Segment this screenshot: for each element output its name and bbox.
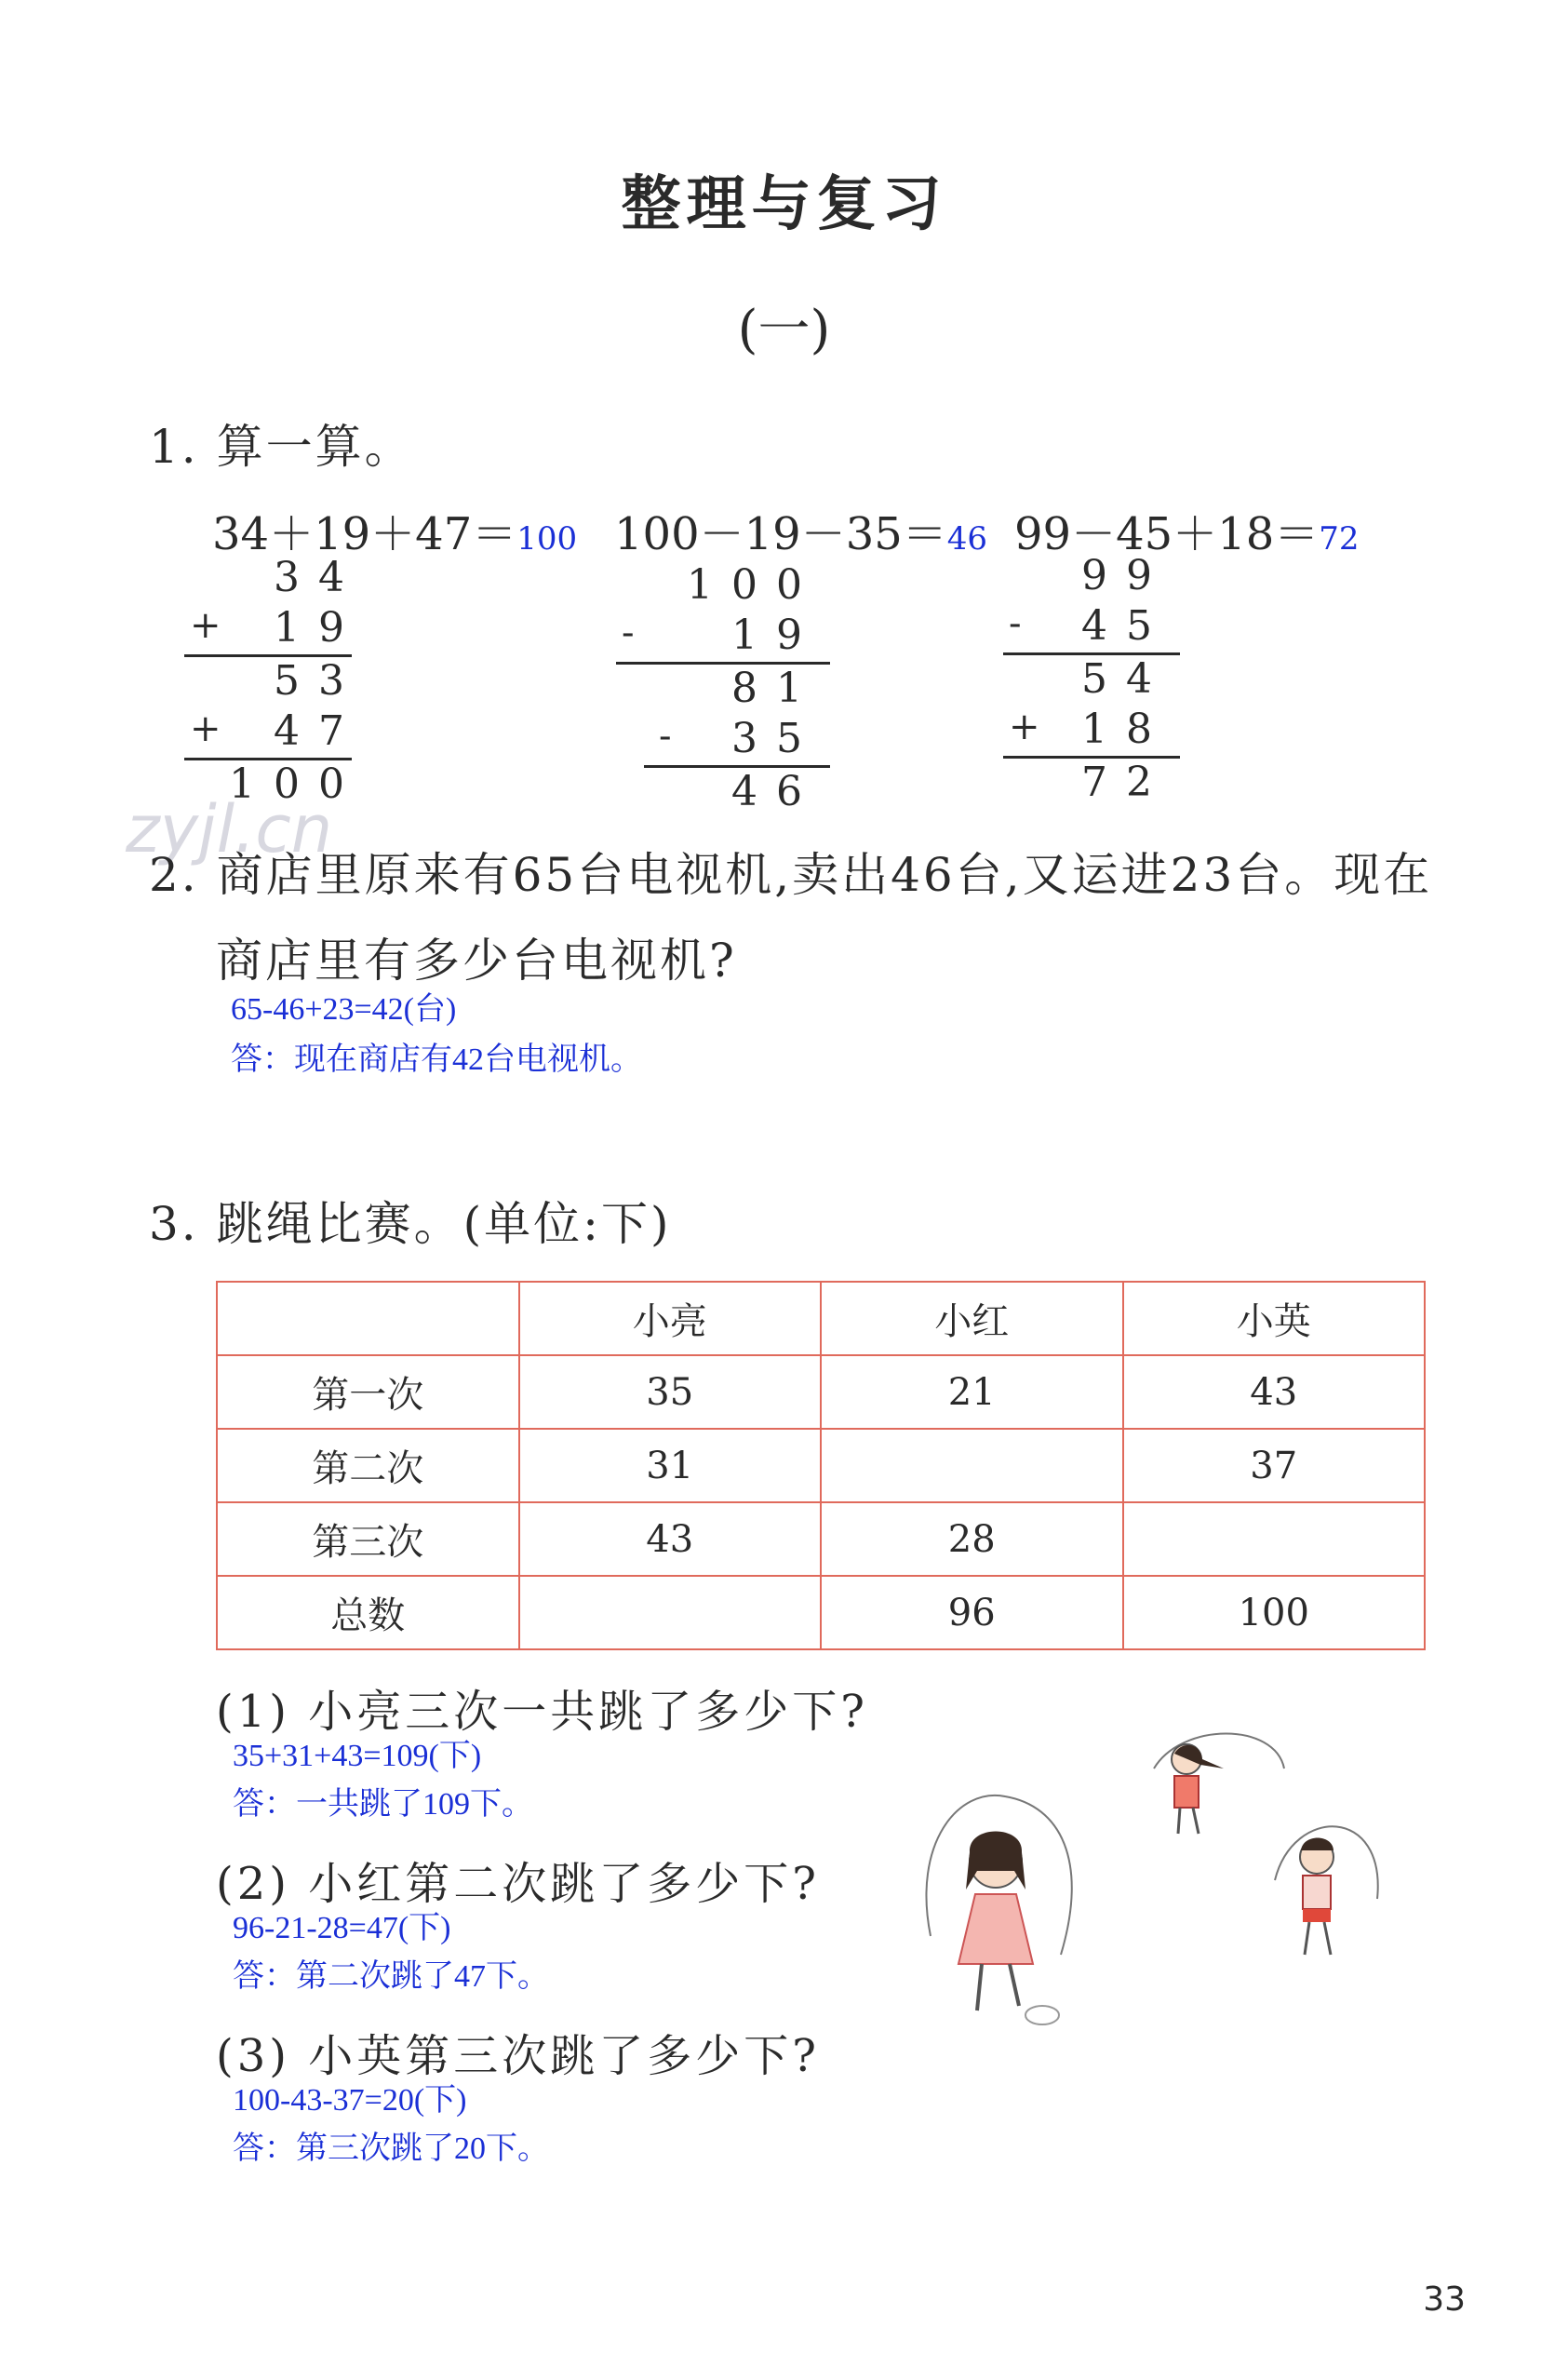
table-cell: 37 <box>1123 1429 1426 1502</box>
q1-p2-answer: 46 <box>946 520 988 558</box>
table-cell: 100 <box>1123 1576 1426 1649</box>
calc1-row2: 19 <box>274 604 363 652</box>
table-header-xiaohong: 小红 <box>821 1282 1123 1355</box>
table-row <box>217 1502 1425 1576</box>
calc3-row5: 72 <box>1081 759 1171 806</box>
q2-solution: 65-46+23=42(台) <box>231 992 457 1027</box>
calc2-op4: - <box>659 715 672 758</box>
table-cell: 96 <box>821 1576 1123 1649</box>
calc1-op2: + <box>190 604 221 647</box>
q1-problem-1 <box>212 498 577 562</box>
q1-p3-answer: 72 <box>1319 520 1360 558</box>
table-row <box>217 1355 1425 1429</box>
table-row <box>217 1429 1425 1502</box>
q3-heading: 3. 跳绳比赛。(单位:下) <box>149 1197 672 1251</box>
q1-problem-2 <box>614 498 987 562</box>
table-cell: 35 <box>519 1355 822 1429</box>
vertical-calc-1 <box>184 554 363 811</box>
calc3-op4: + <box>1009 706 1040 748</box>
calc1-row4: 47 <box>274 707 363 755</box>
jump-rope-table <box>216 1281 1426 1650</box>
table-cell <box>519 1576 822 1649</box>
q3-sub3-question: (3) 小英第三次跳了多少下? <box>216 2030 820 2082</box>
table-cell: 21 <box>821 1355 1123 1429</box>
q1-p2-expr: 100－19－35＝ <box>614 508 947 560</box>
calc1-row1: 34 <box>274 554 363 601</box>
q3-sub3-solution: 100-43-37=20(下) <box>233 2083 467 2118</box>
table-cell <box>1123 1502 1426 1576</box>
jump-rope-illustration <box>903 1731 1405 2038</box>
calc2-row5: 46 <box>731 768 821 815</box>
table-row-label: 第一次 <box>217 1355 519 1429</box>
calc2-row2: 19 <box>731 612 821 659</box>
calc3-row3: 54 <box>1081 655 1171 703</box>
table-cell: 43 <box>1123 1355 1426 1429</box>
table-row-label: 第三次 <box>217 1502 519 1576</box>
calc1-row5: 100 <box>229 760 363 808</box>
watermark: zyjl.cn <box>126 791 333 867</box>
q1-p1-answer: 100 <box>516 520 578 558</box>
q3-sub1-question: (1) 小亮三次一共跳了多少下? <box>216 1686 868 1738</box>
calc3-row1: 99 <box>1081 552 1171 599</box>
calc3-row4: 18 <box>1081 706 1171 753</box>
q1-heading: 1. 算一算。 <box>149 420 414 474</box>
calc3-row2: 45 <box>1081 602 1171 650</box>
q3-sub1-answer: 答：一共跳了109下。 <box>233 1787 533 1822</box>
page-title: 整理与复习 <box>621 169 947 239</box>
vertical-calc-3 <box>1003 552 1180 809</box>
table-row-label: 总数 <box>217 1576 519 1649</box>
vertical-calc-2 <box>616 561 830 818</box>
table-header-row <box>217 1282 1425 1355</box>
calc2-row3: 81 <box>731 665 821 712</box>
table-cell: 31 <box>519 1429 822 1502</box>
small-girl-figure <box>1154 1734 1284 1835</box>
table-cell <box>821 1429 1123 1502</box>
table-row-label: 第二次 <box>217 1429 519 1502</box>
calc3-op2: - <box>1009 602 1022 645</box>
q3-sub1-solution: 35+31+43=109(下) <box>233 1739 482 1773</box>
q3-sub2-question: (2) 小红第二次跳了多少下? <box>216 1858 820 1910</box>
boy-figure <box>1275 1826 1378 1955</box>
section-subtitle: (一) <box>737 300 831 360</box>
calc1-op4: + <box>190 707 221 750</box>
page-number: 33 <box>1423 2280 1466 2319</box>
table-cell <box>217 1282 519 1355</box>
q2-text-line2: 商店里有多少台电视机? <box>216 934 737 988</box>
q1-p1-expr: 34＋19＋47＝ <box>212 508 517 560</box>
calc2-row1: 100 <box>687 561 821 609</box>
girl-jumping-rope-figure <box>926 1795 1071 2024</box>
calc2-row4: 35 <box>731 715 821 762</box>
q2-answer: 答：现在商店有42台电视机。 <box>231 1042 642 1077</box>
table-header-xiaoliang: 小亮 <box>519 1282 822 1355</box>
q3-sub2-answer: 答：第二次跳了47下。 <box>233 1959 549 1994</box>
q3-sub2-solution: 96-21-28=47(下) <box>233 1911 451 1945</box>
table-header-xiaoying: 小英 <box>1123 1282 1426 1355</box>
calc2-op2: - <box>622 612 635 654</box>
calc1-row3: 53 <box>274 657 363 705</box>
table-cell: 43 <box>519 1502 822 1576</box>
table-cell: 28 <box>821 1502 1123 1576</box>
q1-p3-expr: 99－45＋18＝ <box>1014 508 1320 560</box>
q3-sub3-answer: 答：第三次跳了20下。 <box>233 2132 549 2166</box>
table-row <box>217 1576 1425 1649</box>
q2-text-line1: 2. 商店里原来有65台电视机,卖出46台,又运进23台。现在 <box>149 848 1433 902</box>
